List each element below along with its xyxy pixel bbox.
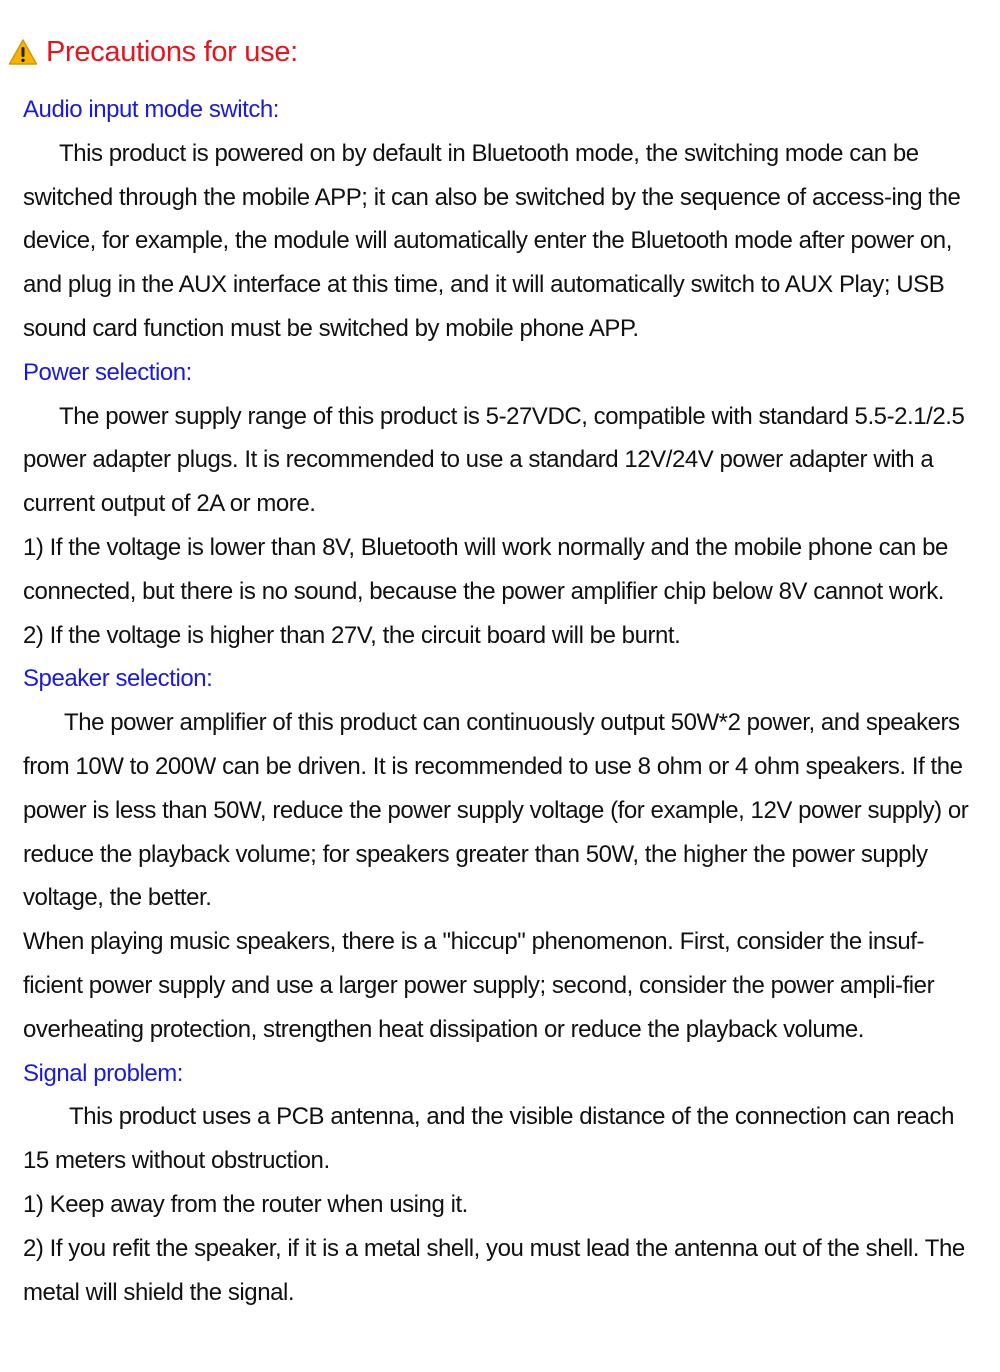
power-item-2: 2) If the voltage is higher than 27V, the circuit board will be burnt. — [23, 621, 681, 649]
audio-input-heading: Audio input mode switch: — [23, 96, 280, 123]
power-selection-heading: Power selection: — [23, 358, 192, 386]
speaker-selection-heading: Speaker selection: — [23, 665, 213, 693]
content — [23, 88, 973, 1314]
power-selection-paragraph: The power supply range of this product is 5-27VDC, compatible with standard 5.5-2.1/2.5 power adapter plugs. It is recommended to use a standard 12V/24V power adapter with a current output of 2A or more. — [23, 402, 965, 518]
speaker-hiccup-note: When playing music speakers, there is a "hiccup" phenomenon. First, consider the insuf-ficient power supply and use a larger power supply; second, consider the power ampli-fier overheating protection, strengthen heat dissipation or reduce the playback volume. — [23, 928, 935, 1043]
speaker-selection-paragraph: The power amplifier of this product can continuously output 50W*2 power, and speakers from 10W to 200W can be driven. It is recommended to use 8 ohm or 4 ohm speakers. If the power is less than 50W, reduce the power supply voltage (for example, 12V power supply) or reduce the playback volume; for speakers greater than 50W, the higher the power supply voltage, the better. — [23, 709, 969, 912]
warning-icon — [8, 38, 38, 66]
signal-item-2: 2) If you refit the speaker, if it is a metal shell, you must lead the antenna out of the shell. The metal will shield the signal. — [23, 1234, 965, 1306]
power-item-1: 1) If the voltage is lower than 8V, Bluetooth will work normally and the mobile phone can be connected, but there is no sound, because the power amplifier chip below 8V cannot work. — [23, 533, 948, 605]
page-title: Precautions for use: — [46, 35, 298, 68]
signal-problem-paragraph: This product uses a PCB antenna, and the visible distance of the connection can reach 15 meters without obstruction. — [23, 1103, 954, 1175]
signal-item-1: 1) Keep away from the router when using it. — [23, 1190, 468, 1218]
audio-input-paragraph: This product is powered on by default in Bluetooth mode, the switching mode can be switched through the mobile APP; it can also be switched by the sequence of access-ing the device, for example, the module will automatically enter the Bluetooth mode after power on, and plug in the AUX interface at this time, and it will automatically switch to AUX Play; USB sound card function must be switched by mobile phone APP. — [23, 139, 961, 342]
signal-problem-heading: Signal problem: — [23, 1059, 184, 1087]
title-row — [8, 30, 298, 74]
